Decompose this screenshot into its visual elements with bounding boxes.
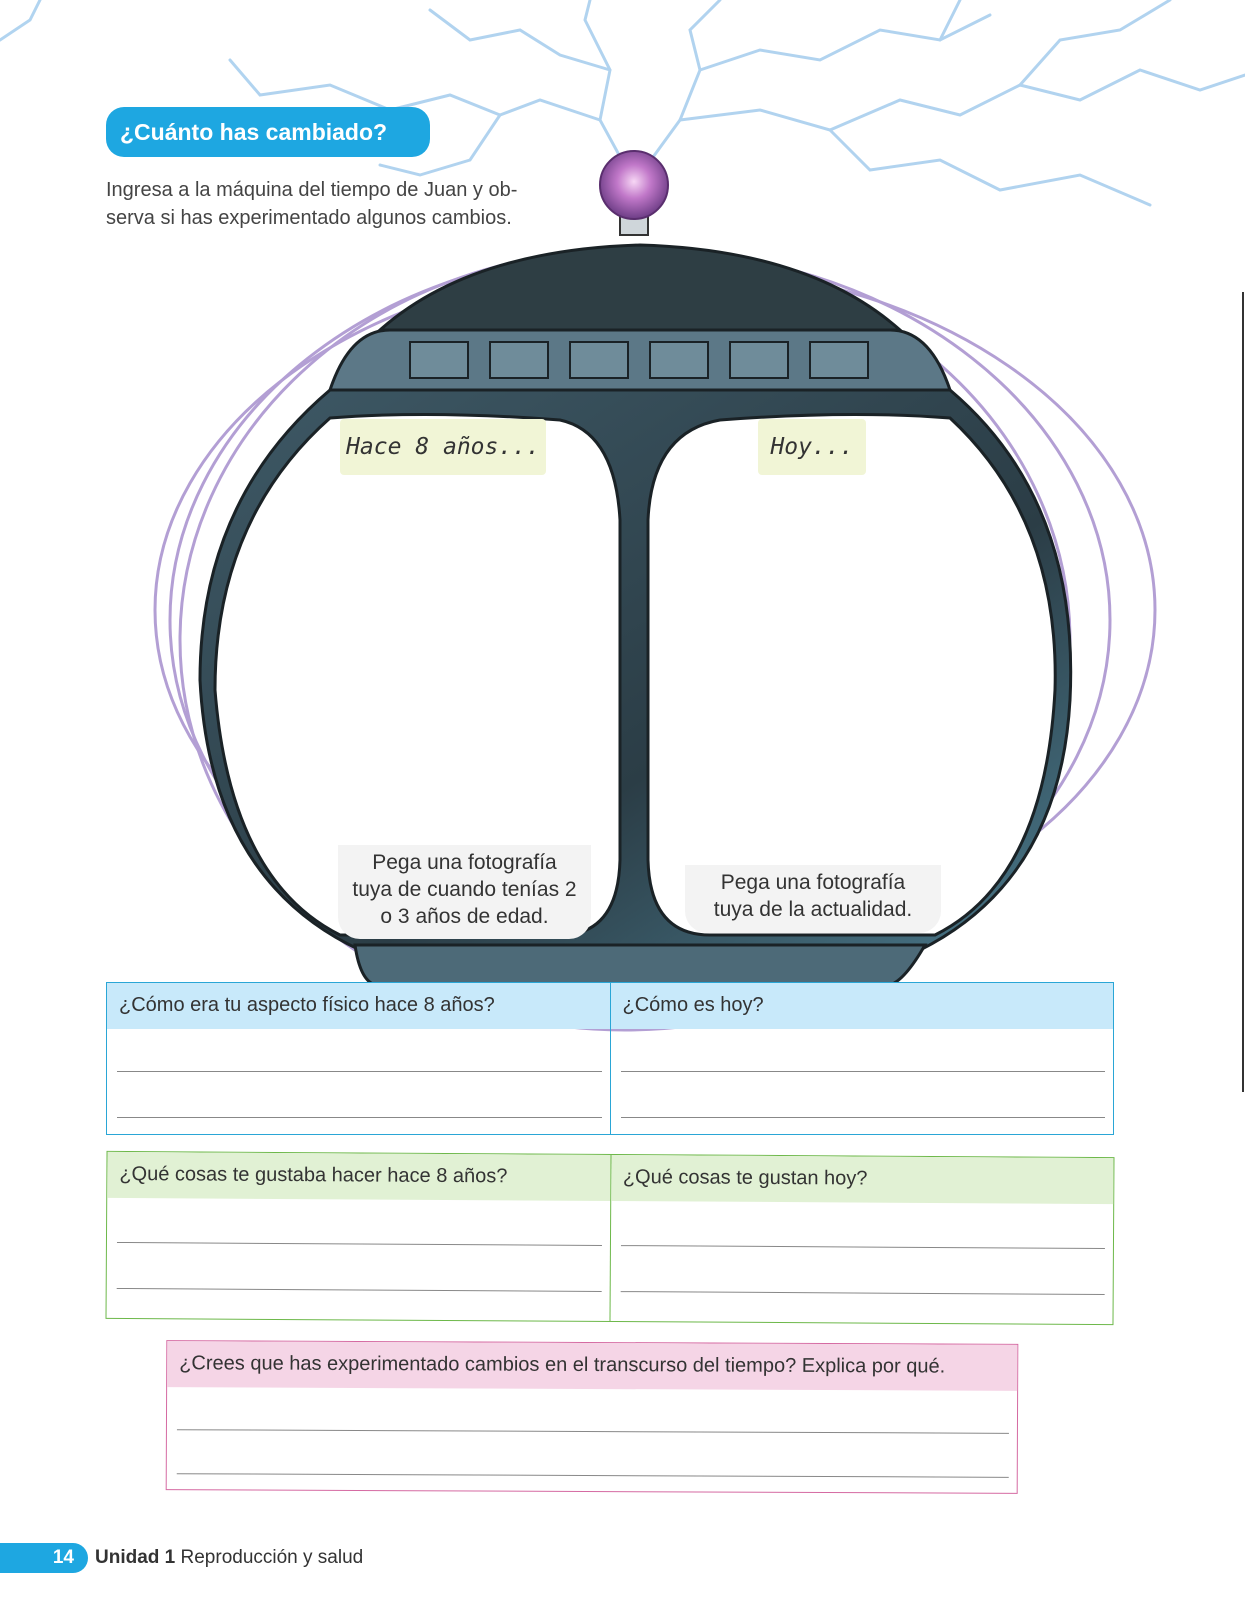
answer-line[interactable] bbox=[621, 1117, 1106, 1118]
changes-column bbox=[167, 1341, 1018, 1493]
answer-line[interactable] bbox=[117, 1242, 601, 1246]
page-number: 14 bbox=[0, 1543, 88, 1573]
answer-line[interactable] bbox=[621, 1071, 1106, 1072]
appearance-now-column bbox=[610, 983, 1114, 1134]
past-label: Hace 8 años... bbox=[340, 419, 546, 475]
question-label: ¿Crees que has experimentado cambios en el transcurso del tiempo? Explica por qué. bbox=[167, 1341, 1017, 1391]
question-label: ¿Qué cosas te gustan hoy? bbox=[611, 1155, 1114, 1204]
answer-line[interactable] bbox=[177, 1429, 1009, 1434]
likes-now-column bbox=[609, 1155, 1114, 1324]
activity-title: ¿Cuánto has cambiado? bbox=[106, 107, 430, 157]
question-label: ¿Qué cosas te gustaba hacer hace 8 años? bbox=[107, 1152, 610, 1201]
footer-unit bbox=[95, 1547, 363, 1569]
answer-line[interactable] bbox=[177, 1473, 1009, 1478]
question-label: ¿Cómo es hoy? bbox=[611, 983, 1114, 1029]
changes-question bbox=[166, 1340, 1019, 1494]
intro-line: serva si has experimentado algunos cambios. bbox=[106, 207, 512, 229]
present-label: Hoy... bbox=[758, 419, 866, 475]
past-photo-caption bbox=[338, 845, 591, 939]
appearance-questions bbox=[106, 982, 1114, 1135]
caption-line: o 3 años de edad. bbox=[380, 905, 549, 928]
answer-line[interactable] bbox=[117, 1288, 601, 1292]
activity-instructions bbox=[106, 176, 566, 232]
answer-line[interactable] bbox=[620, 1291, 1104, 1295]
present-photo-caption bbox=[685, 865, 941, 933]
likes-past-column bbox=[107, 1152, 611, 1321]
unit-name: Reproducción y salud bbox=[180, 1547, 364, 1568]
caption-line: tuya de la actualidad. bbox=[713, 898, 913, 921]
caption-line: tuya de cuando tenías 2 bbox=[352, 878, 577, 901]
caption-line: Pega una fotografía bbox=[720, 871, 906, 894]
answer-line[interactable] bbox=[117, 1117, 602, 1118]
page-edge-rule bbox=[1242, 292, 1244, 1092]
caption-line: Pega una fotografía bbox=[372, 851, 557, 874]
question-label: ¿Cómo era tu aspecto físico hace 8 años? bbox=[107, 983, 610, 1029]
answer-line[interactable] bbox=[117, 1071, 602, 1072]
intro-line: Ingresa a la máquina del tiempo de Juan y ob- bbox=[106, 179, 518, 201]
unit-label: Unidad 1 bbox=[95, 1547, 176, 1568]
appearance-past-column bbox=[107, 983, 610, 1134]
answer-line[interactable] bbox=[620, 1245, 1104, 1249]
likes-questions bbox=[105, 1151, 1114, 1325]
